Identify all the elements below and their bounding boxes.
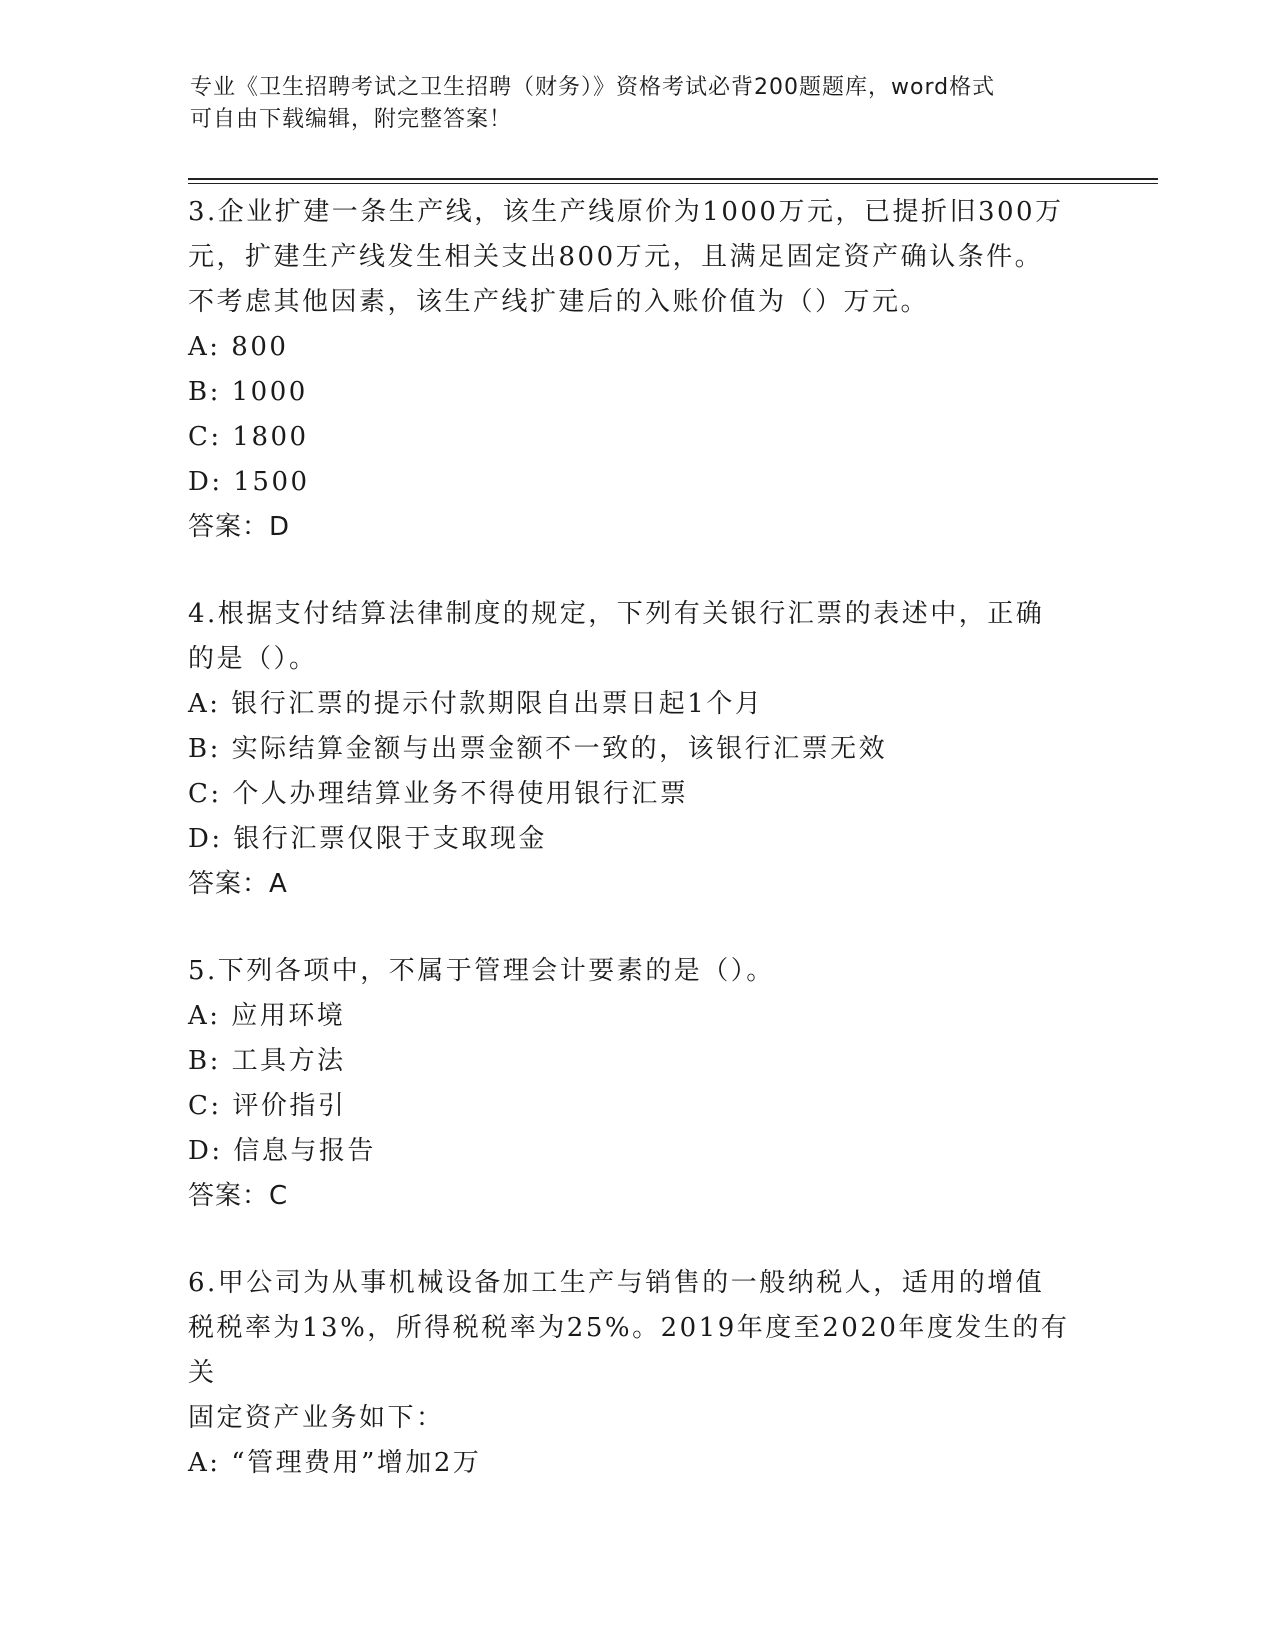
question-stem-line: 6.甲公司为从事机械设备加工生产与销售的一般纳税人，适用的增值	[188, 1268, 1045, 1298]
option-d: D: 信息与报告	[188, 1136, 376, 1166]
question-5	[188, 949, 1088, 1219]
answer-line: 答案：A	[188, 869, 288, 899]
header-title-line2: 可自由下载编辑，附完整答案！	[190, 107, 513, 132]
question-list	[188, 190, 1088, 1528]
answer-line: 答案：D	[188, 512, 291, 542]
option-d: D: 银行汇票仅限于支取现金	[188, 824, 547, 854]
option-b: B: 1000	[188, 377, 308, 407]
question-stem-line: 5.下列各项中，不属于管理会计要素的是（）。	[188, 956, 775, 986]
question-stem-line: 的是（）。	[188, 644, 318, 674]
option-c: C: 1800	[188, 422, 309, 452]
question-4	[188, 592, 1088, 907]
header-title-line1: 专业《卫生招聘考试之卫生招聘（财务）》资格考试必背200题题库，word格式	[190, 75, 996, 100]
question-stem-line: 3.企业扩建一条生产线，该生产线原价为1000万元，已提折旧300万	[188, 197, 1064, 227]
option-b: B: 工具方法	[188, 1046, 346, 1076]
answer-line: 答案：C	[188, 1181, 289, 1211]
option-a: A: 银行汇票的提示付款期限自出票日起1个月	[188, 689, 764, 719]
option-b: B: 实际结算金额与出票金额不一致的，该银行汇票无效	[188, 734, 888, 764]
question-stem-line: 固定资产业务如下：	[188, 1403, 445, 1433]
question-stem-line: 元，扩建生产线发生相关支出800万元，且满足固定资产确认条件。	[188, 242, 1044, 272]
question-6	[188, 1261, 1088, 1486]
question-stem-line: 不考虑其他因素，该生产线扩建后的入账价值为（）万元。	[188, 287, 930, 317]
option-a: A: 应用环境	[188, 1001, 346, 1031]
document-header	[190, 72, 1070, 136]
header-divider	[188, 178, 1158, 184]
option-c: C: 评价指引	[188, 1091, 347, 1121]
question-stem-line: 税税率为13%，所得税税率为25%。2019年度至2020年度发生的有关	[188, 1313, 1070, 1388]
question-stem-line: 4.根据支付结算法律制度的规定，下列有关银行汇票的表述中，正确	[188, 599, 1045, 629]
option-c: C: 个人办理结算业务不得使用银行汇票	[188, 779, 689, 809]
option-a: A: 800	[188, 332, 289, 362]
option-a: A: “管理费用”增加2万	[188, 1448, 482, 1478]
option-d: D: 1500	[188, 467, 310, 497]
question-3	[188, 190, 1088, 550]
